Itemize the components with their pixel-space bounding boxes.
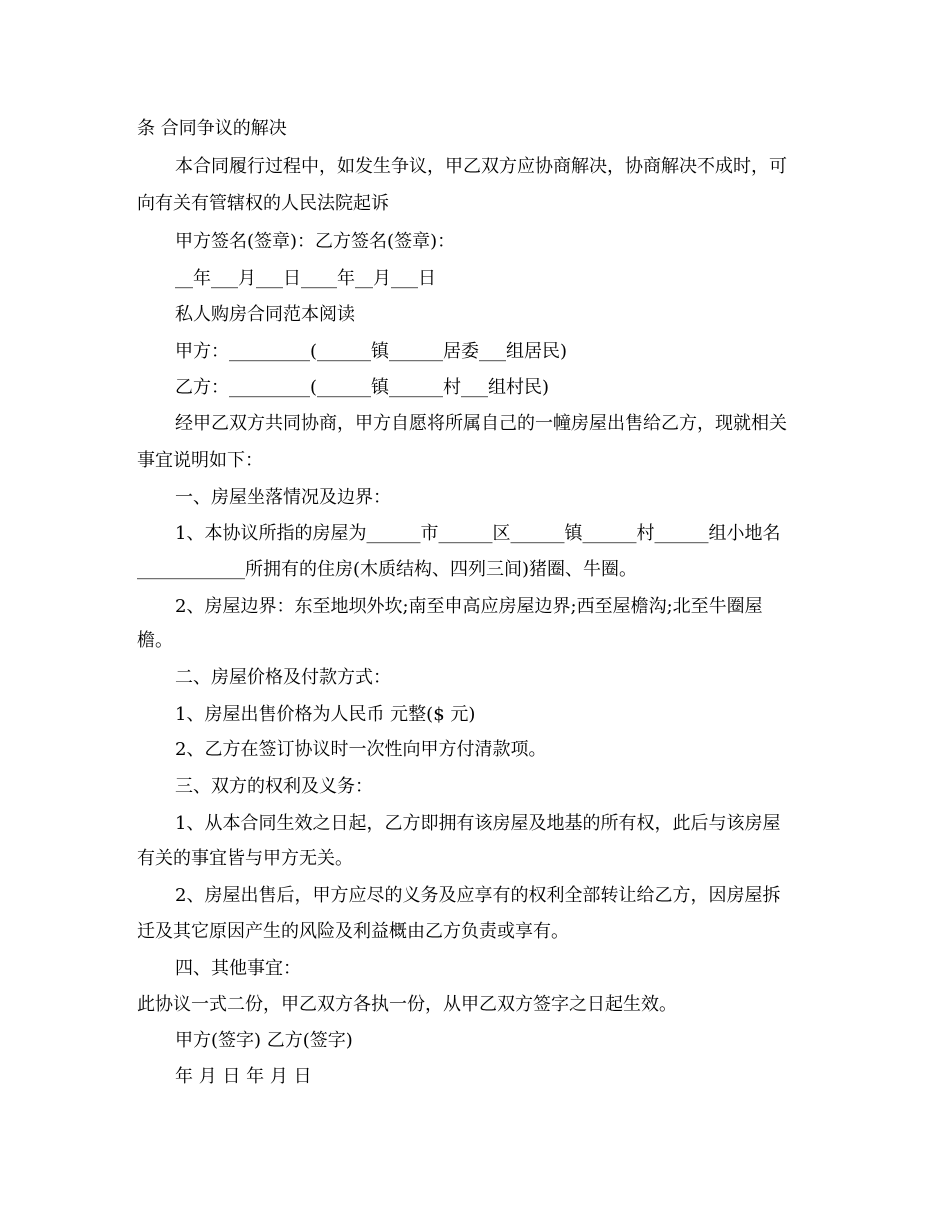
signature-line: 甲方签名(签章)：乙方签名(签章)： — [175, 231, 456, 252]
item-2-2: 2、乙方在签订协议时一次性向甲方付清款项。 — [175, 739, 547, 760]
item-3-2-line-1: 2、房屋出售后，甲方应尽的义务及应享有的权利全部转让给乙方，因房屋拆 — [175, 885, 781, 906]
item-3-1-line-2: 有关的事宜皆与甲方无关。 — [137, 848, 353, 869]
item-2-1: 1、房屋出售价格为人民币 元整($ 元) — [175, 704, 476, 725]
paragraph-dispute-line-1: 本合同履行过程中，如发生争议，甲乙双方应协商解决，协商解决不成时，可 — [175, 156, 787, 177]
intro-line-1: 经甲乙双方共同协商，甲方自愿将所属自己的一幢房屋出售给乙方，现就相关 — [175, 413, 787, 434]
party-a-line: 甲方：_________(______镇______居委___组居民) — [175, 341, 568, 362]
item-1-1-line-1: 1、本协议所指的房屋为______市______区______镇______村______组小地名 — [175, 523, 781, 544]
item-1-1-line-2: ____________所拥有的住房(木质结构、四列三间)猪圈、牛圈。 — [137, 559, 638, 580]
section-2-heading: 二、房屋价格及付款方式： — [175, 667, 391, 688]
item-1-2-line-2: 檐。 — [137, 630, 173, 651]
section-4-heading: 四、其他事宜： — [175, 958, 301, 979]
date-line: __年___月___日____年__月___日 — [175, 268, 436, 289]
section-1-heading: 一、房屋坐落情况及边界： — [175, 487, 391, 508]
item-3-1-line-1: 1、从本合同生效之日起，乙方即拥有该房屋及地基的所有权，此后与该房屋 — [175, 813, 781, 834]
item-1-2-line-1: 2、房屋边界：东至地坝外坎;南至申高应房屋边界;西至屋檐沟;北至牛圈屋 — [175, 596, 763, 617]
party-b-line: 乙方：_________(______镇______村___组村民) — [175, 377, 550, 398]
closing-signature-line: 甲方(签字) 乙方(签字) — [175, 1030, 353, 1051]
clause-heading-dispute: 条 合同争议的解决 — [137, 118, 287, 139]
document-title: 私人购房合同范本阅读 — [175, 304, 355, 325]
item-4-text: 此协议一式二份，甲乙双方各执一份，从甲乙双方签字之日起生效。 — [137, 994, 677, 1015]
intro-line-2: 事宜说明如下： — [137, 450, 263, 471]
item-3-2-line-2: 迁及其它原因产生的风险及利益概由乙方负责或享有。 — [137, 921, 569, 942]
paragraph-dispute-line-2: 向有关有管辖权的人民法院起诉 — [137, 193, 389, 214]
section-3-heading: 三、双方的权利及义务： — [175, 776, 373, 797]
closing-date-line: 年 月 日 年 月 日 — [175, 1066, 312, 1087]
